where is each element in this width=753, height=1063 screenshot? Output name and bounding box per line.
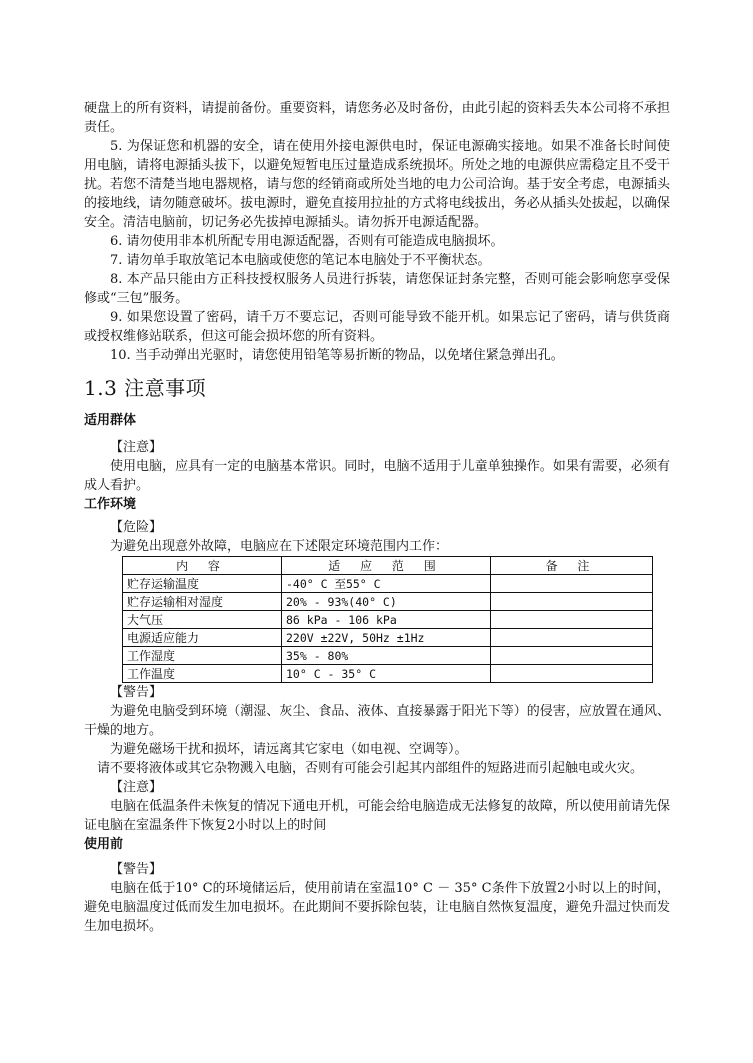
table-cell bbox=[491, 629, 653, 647]
paragraph-audience: 使用电脑，应具有一定的电脑基本常识。同时，电脑不适用于儿童单独操作。如果有需要，必须有成人看护。 bbox=[84, 459, 670, 493]
paragraph-item-8: 8. 本产品只能由方正科技授权服务人员进行拆装，请您保证封条完整，否则可能会影响您享受保修或“三包”服务。 bbox=[84, 272, 670, 306]
document-page bbox=[84, 99, 670, 936]
table-cell: 10° C - 35° C bbox=[282, 665, 491, 683]
table-cell: 220V ±22V, 50Hz ±1Hz bbox=[282, 629, 491, 647]
paragraph-danger: 为避免出现意外故障，电脑应在下述限定环境范围内工作： bbox=[110, 539, 449, 554]
table-cell: 86 kPa - 106 kPa bbox=[282, 611, 491, 629]
section-heading: 1.3 注意事项 bbox=[84, 376, 207, 400]
table-row bbox=[123, 575, 653, 593]
warning-tag-environment: 【警告】 bbox=[110, 685, 163, 700]
table-cell bbox=[491, 575, 653, 593]
table-cell bbox=[491, 611, 653, 629]
paragraph-warning-1: 为避免电脑受到环境（潮湿、灰尘、食品、液体、直接暴露于阳光下等）的侵害，应放置在通风、干燥的地方。 bbox=[84, 704, 670, 738]
table-cell: 工作温度 bbox=[123, 665, 282, 683]
paragraph-warning-3: 请不要将液体或其它杂物溅入电脑，否则有可能会引起其内部组件的短路进而引起触电或火灾。 bbox=[97, 761, 644, 776]
subheading-audience: 适用群体 bbox=[84, 413, 137, 428]
warning-tag-before-use: 【警告】 bbox=[110, 862, 163, 877]
table-row bbox=[123, 629, 653, 647]
paragraph-item-5: 5. 为保证您和机器的安全，请在使用外接电源供电时，保证电源确实接地。如果不准备长时间使用电脑，请将电源插头拔下，以避免短暂电压过量造成系统损坏。所处之地的电源供应需稳定且不受干扰。若您不清楚当地电器规格，请与您的经销商或所处当地的电力公司洽询。基于安全考虑，电源插头的接地线，请勿随意破坏。拔电源时，避免直接用拉扯的方式将电线拔出，务必从插头处拔起，以确保安全。清洁电脑前，切记务必先拔掉电源插头。请勿拆开电源适配器。 bbox=[84, 139, 670, 230]
note-tag-audience: 【注意】 bbox=[110, 440, 163, 455]
subheading-environment: 工作环境 bbox=[84, 497, 137, 512]
table-row bbox=[123, 593, 653, 611]
table-header-range: 适 应 范 围 bbox=[282, 557, 491, 575]
paragraph-before-use: 电脑在低于10° C的环境储运后，使用前请在室温10° C － 35° C条件下放置2小时以上的时间，避免电脑温度过低而发生加电损坏。在此期间不要拆除包装，让电脑自然恢复温度，避免升温过快而发生加电损坏。 bbox=[84, 881, 670, 934]
table-cell: 电源适应能力 bbox=[123, 629, 282, 647]
danger-tag: 【危险】 bbox=[110, 520, 163, 535]
table-cell bbox=[491, 665, 653, 683]
table-row bbox=[123, 665, 653, 683]
paragraph-note: 电脑在低温条件未恢复的情况下通电开机，可能会给电脑造成无法修复的故障，所以使用前请先保证电脑在室温条件下恢复2小时以上的时间 bbox=[84, 799, 670, 833]
table-cell: 大气压 bbox=[123, 611, 282, 629]
table-cell bbox=[491, 647, 653, 665]
table-cell: -40° C 至55° C bbox=[282, 575, 491, 593]
paragraph-item-7: 7. 请勿单手取放笔记本电脑或使您的笔记本电脑处于不平衡状态。 bbox=[110, 253, 491, 268]
table-row bbox=[123, 611, 653, 629]
table-cell: 35% - 80% bbox=[282, 647, 491, 665]
paragraph-item-6: 6. 请勿使用非本机所配专用电源适配器，否则有可能造成电脑损坏。 bbox=[110, 234, 504, 249]
table-row bbox=[123, 647, 653, 665]
paragraph-item-9: 9. 如果您设置了密码，请千万不要忘记，否则可能导致不能开机。如果忘记了密码，请与供货商或授权维修站联系，但这可能会损坏您的所有资料。 bbox=[84, 310, 670, 344]
table-cell: 贮存运输温度 bbox=[123, 575, 282, 593]
subheading-before-use: 使用前 bbox=[84, 837, 124, 852]
table-cell bbox=[491, 593, 653, 611]
table-cell: 贮存运输相对湿度 bbox=[123, 593, 282, 611]
table-cell: 20% - 93%(40° C) bbox=[282, 593, 491, 611]
table-header-row bbox=[123, 557, 653, 575]
paragraph-item-10: 10. 当手动弹出光驱时，请您使用铅笔等易折断的物品，以免堵住紧急弹出孔。 bbox=[110, 348, 564, 363]
paragraph-backup: 硬盘上的所有资料，请提前备份。重要资料，请您务必及时备份，由此引起的资料丢失本公司将不承担责任。 bbox=[84, 101, 670, 135]
table-cell: 工作湿度 bbox=[123, 647, 282, 665]
environment-table bbox=[122, 556, 653, 683]
paragraph-warning-2: 为避免磁场干扰和损坏，请远离其它家电（如电视、空调等）。 bbox=[110, 742, 468, 757]
table-header-remarks: 备 注 bbox=[491, 557, 653, 575]
table-header-content: 内 容 bbox=[123, 557, 282, 575]
note-tag-environment: 【注意】 bbox=[110, 780, 163, 795]
